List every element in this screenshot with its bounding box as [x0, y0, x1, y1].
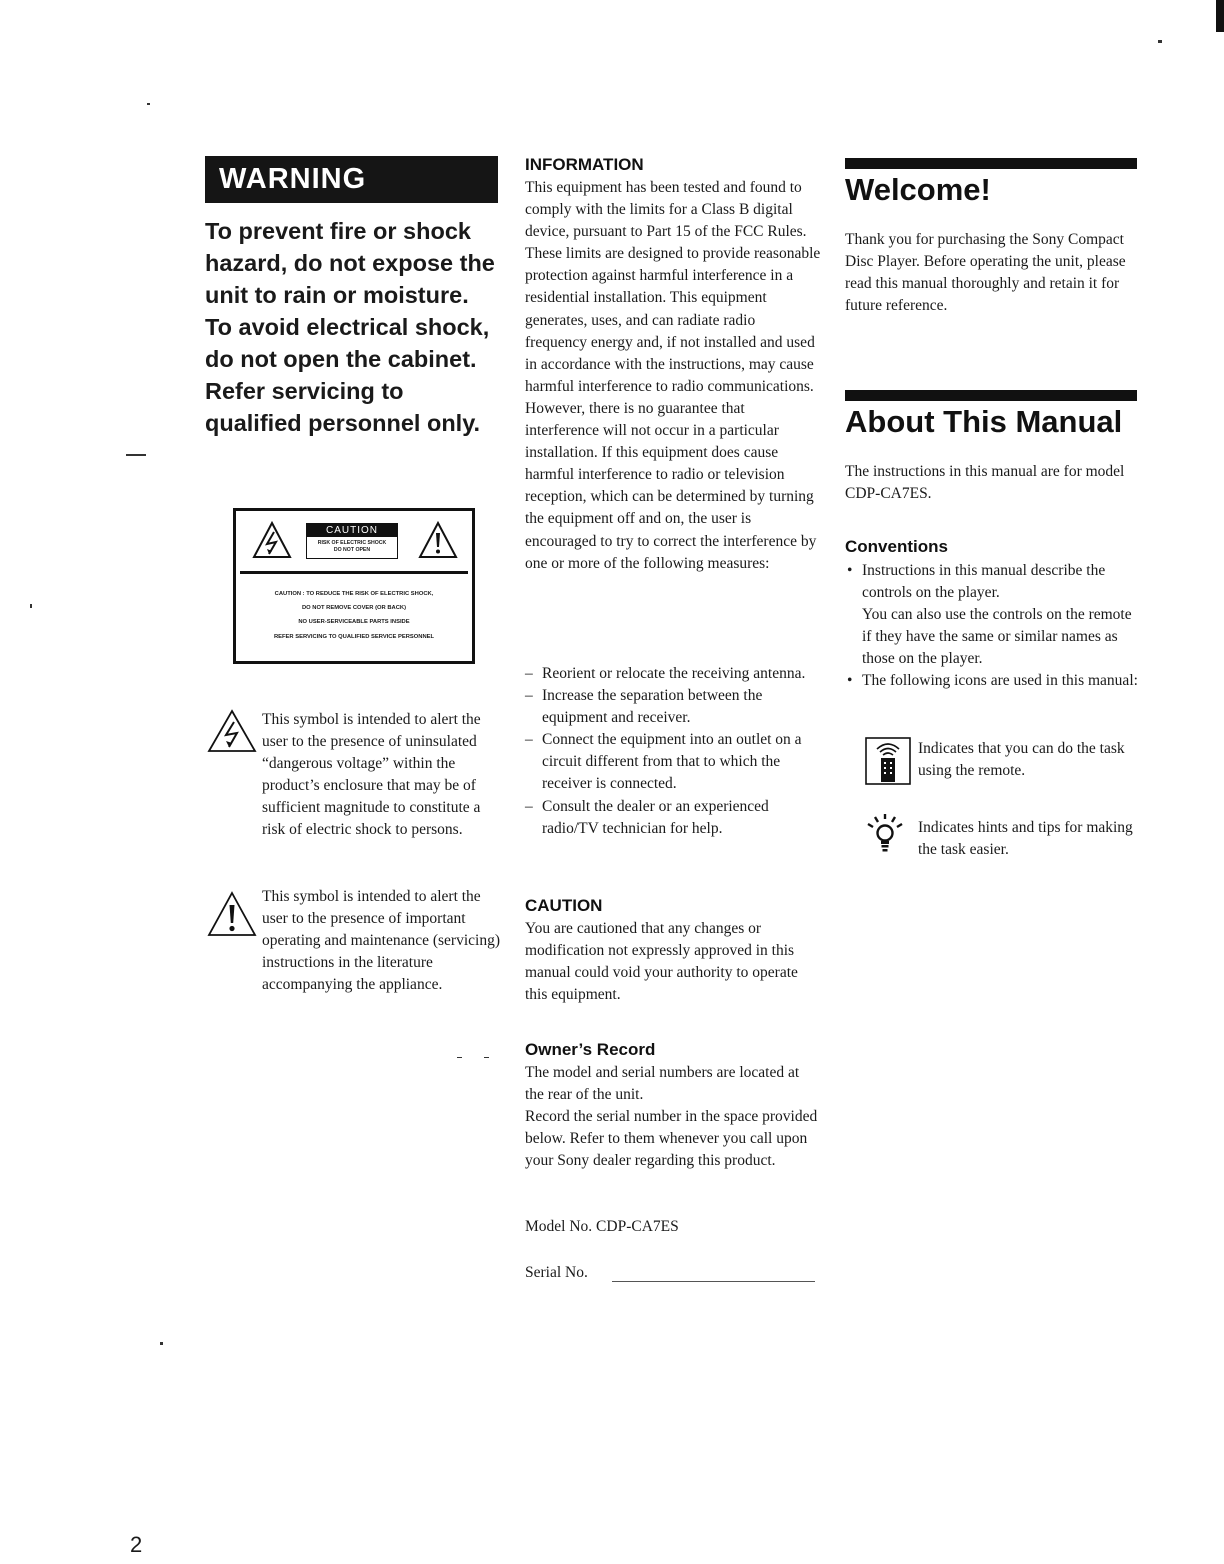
lightning-triangle-icon [252, 521, 292, 559]
information-heading: INFORMATION [525, 155, 644, 174]
measures-list [525, 663, 821, 840]
warning-banner: WARNING [205, 156, 498, 203]
caution-line: REFER SERVICING TO QUALIFIED SERVICE PERSONNEL [273, 633, 435, 640]
list-item: – Consult the dealer or an experienced radio/TV technician for help. [525, 796, 821, 840]
list-item: – Increase the separation between the equipment and receiver. [525, 685, 821, 729]
caution-sticker [306, 523, 398, 559]
page-number: 2 [130, 1532, 143, 1557]
exclamation-triangle-icon [207, 891, 257, 937]
owners-record-body-2: Record the serial number in the space provided below. Refer to them whenever you call upon your Sony dealer regarding this product. [525, 1108, 818, 1170]
hint-icon-description: Indicates hints and tips for making the task easier. [918, 819, 1133, 859]
bullet-text: Instructions in this manual describe the controls on the player. [862, 562, 1106, 602]
caution-heading: CAUTION [525, 896, 603, 915]
owners-record-heading: Owner’s Record [525, 1040, 656, 1059]
serial-number-blank [612, 1281, 815, 1282]
caution-body: You are cautioned that any changes or modification not expressly approved in this manual could void your authority to operate this equipment. [525, 920, 798, 1004]
information-body: This equipment has been tested and found to comply with the limits for a Class B digital device, pursuant to Part 15 of the FCC Rules. These limits are designed to provide reasonable protection against harmful interference in a residential installation. This equipment generates, uses, and can radiate radio frequency energy and, if not installed and used in accordance with the instructions, may cause harmful interference to radio communications. However, there is no guarantee that interference will not occur in a particular installation. If this equipment does cause harmful interference to radio or television reception, which can be determined by turning the equipment off and on, the user is encouraged to try to correct the interference by one or more of the following measures: [525, 179, 821, 572]
caution-line: DO NOT REMOVE COVER (OR BACK) [301, 605, 407, 612]
welcome-heading: Welcome! [845, 172, 991, 207]
remote-icon [865, 737, 911, 785]
model-number-row [525, 1216, 821, 1238]
about-body: The instructions in this manual are for model CDP-CA7ES. [845, 463, 1125, 503]
section-rule [845, 390, 1137, 401]
model-number-value: CDP-CA7ES [596, 1218, 679, 1235]
caution-line: NO USER-SERVICEABLE PARTS INSIDE [298, 619, 410, 626]
warning-heading: To prevent fire or shock hazard, do not expose the unit to rain or moisture. To avoid electrical shock, do not open the cabinet. Refer servicing to qualified personnel only. [205, 218, 495, 436]
list-item [845, 670, 1139, 692]
caution-text [242, 587, 466, 644]
list-item [845, 560, 1139, 670]
lightning-triangle-icon [207, 709, 257, 753]
caution-divider [240, 571, 468, 574]
about-heading: About This Manual [845, 404, 1123, 439]
list-item: – Reorient or relocate the receiving antenna. [525, 663, 821, 685]
welcome-body: Thank you for purchasing the Sony Compact Disc Player. Before operating the unit, please read this manual thoroughly and retain it for future reference. [845, 231, 1126, 315]
hint-bulb-icon [865, 812, 905, 856]
bullet-extra-text: You can also use the controls on the remote if they have the same or similar names as those on the player. [862, 606, 1132, 668]
important-instructions-text: This symbol is intended to alert the user to the presence of important operating and maintenance (servicing) instructions in the literature accompanying the appliance. [262, 888, 500, 994]
caution-label-graphic [233, 508, 475, 664]
conventions-list [845, 560, 1139, 693]
caution-line: CAUTION : TO REDUCE THE RISK OF ELECTRIC SHOCK, [274, 591, 434, 597]
section-rule [845, 158, 1137, 169]
list-item: – Connect the equipment into an outlet on a circuit different from that to which the receiver is connected. [525, 729, 821, 795]
exclamation-triangle-icon [418, 521, 458, 559]
caution-sticker-title: CAUTION [307, 524, 397, 537]
serial-number-label: Serial No. [525, 1264, 588, 1281]
caution-sticker-line1: RISK OF ELECTRIC SHOCK [317, 540, 387, 546]
conventions-heading: Conventions [845, 537, 948, 556]
owners-record-body: The model and serial numbers are located at the rear of the unit. [525, 1064, 800, 1104]
bullet-text: The following icons are used in this manual: [862, 672, 1138, 690]
remote-icon-description: Indicates that you can do the task using the remote. [918, 740, 1125, 780]
caution-sticker-line2: DO NOT OPEN [333, 547, 371, 553]
model-number-label: Model No. [525, 1218, 593, 1235]
serial-number-row [525, 1262, 821, 1284]
dangerous-voltage-text: This symbol is intended to alert the user to the presence of uninsulated “dangerous voltage” within the product’s enclosure that may be of sufficient magnitude to constitute a risk of electric shock to persons. [262, 711, 481, 839]
